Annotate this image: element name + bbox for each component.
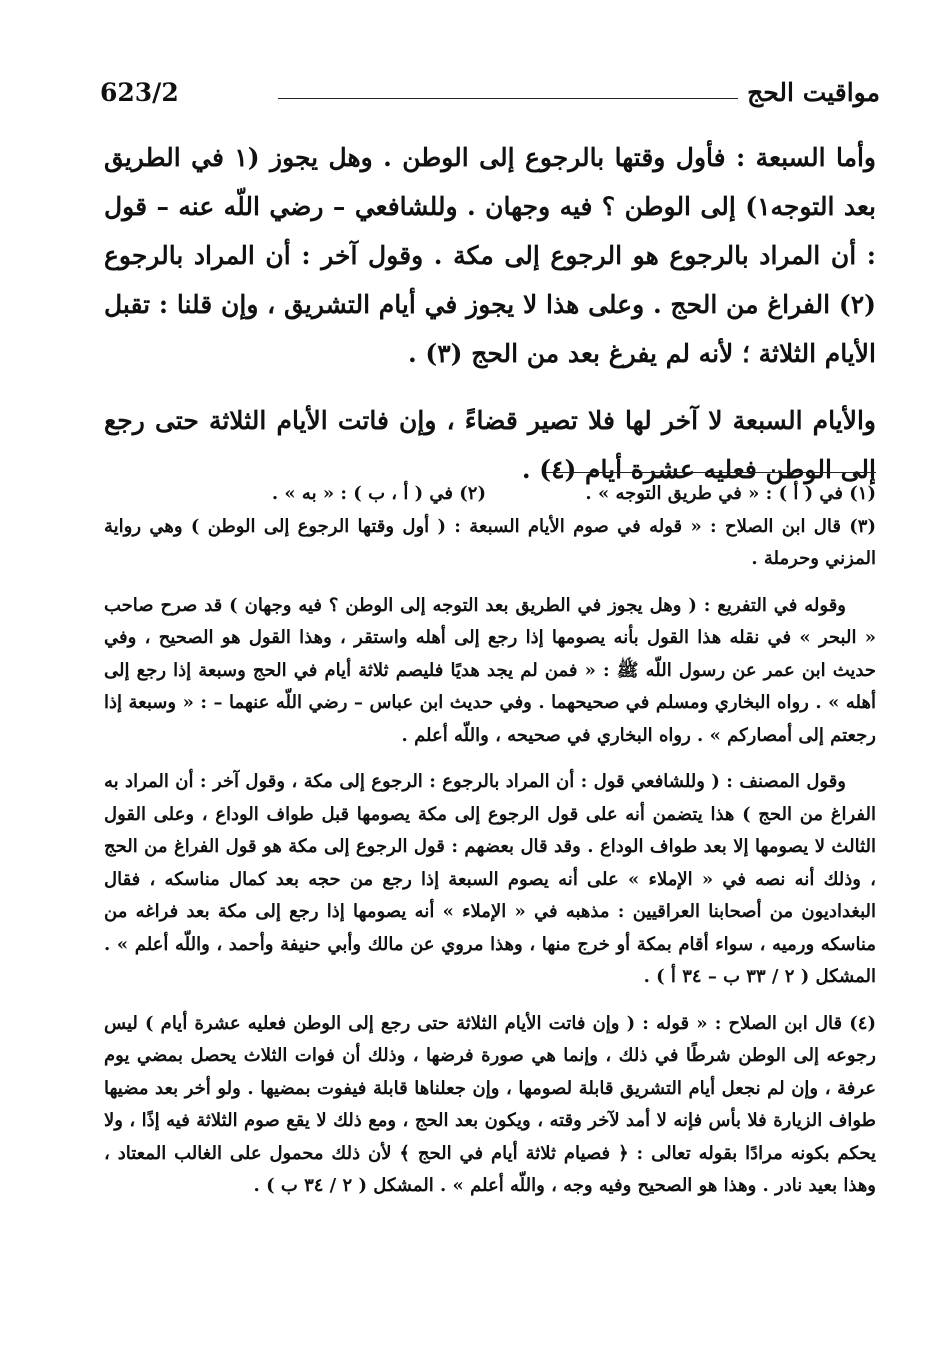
footnote-row [104,478,876,511]
main-text [104,133,876,494]
footnote-4: (٤) قال ابن الصلاح : « قوله : ( وإن فاتت الأيام الثلاثة حتى رجع إلى الوطن فعليه عشرة أيام ) ليس رجوعه إلى الوطن شرطًا في ذلك ، وإنما هي صورة فرضها ، وذلك أن فوات الثلاث يحصل بمضي يوم عرفة ، وإن لم نجعل أيام التشريق قابلة لصومها ، وإن جعلناها قابلة فيفوت بمضيها . ولو أخر بعد مضيها طواف الزيارة فلا بأس فإنه لا أمد لآخر وقته ، ويكون بعد الحج ، ومع ذلك لا يقع صوم الثلاثة فيه إذًا ، ولا يحكم بكونه مرادًا بقوله تعالى : ﴿ فصيام ثلاثة أيام في الحج ﴾ لأن ذلك محمول على الغالب المعتاد ، وهذا بعيد نادر . وهذا هو الصحيح وفيه وجه ، واللّه أعلم » . المشكل ( ٢ / ٣٤ ب ) . [104,1012,876,1196]
footnotes [104,478,876,1203]
header-rule [278,98,738,99]
footnote-2: (٢) في ( أ ، ب ) : « به » . [271,483,486,504]
footnote-3: (٣) قال ابن الصلاح : « قوله في صوم الأيام السبعة : ( أول وقتها الرجوع إلى الوطن ) وهي رواية المزني وحرملة . [104,515,876,569]
footnote-1: (١) في ( أ ) : « في طريق التوجه » . [585,483,876,504]
footnote-3-paragraph: وقوله في التفريع : ( وهل يجوز في الطريق بعد التوجه إلى الوطن ؟ فيه وجهان ) قد صرح صاحب « البحر » في نقله هذا القول بأنه يصومها إذا رجع إلى أهله واستقر ، وهذا القول هو الصحيح ، وفي حديث ابن عمر عن رسول اللّه ﷺ : « فمن لم يجد هديًا فليصم ثلاثة أيام في الحج وسبعة إذا رجع إلى أهله » . رواه البخاري ومسلم في صحيحهما . وفي حديث ابن عباس – رضي اللّه عنهما – : « وسبعة إذا رجعتم إلى أمصاركم » . رواه البخاري في صحيحه ، واللّه أعلم . [104,594,876,746]
footnote-separator [546,472,876,473]
chapter-title: مواقيت الحج [747,78,880,107]
page-number: 623/2 [100,78,179,107]
running-header [100,74,880,114]
main-paragraph: وأما السبعة : فأول وقتها بالرجوع إلى الوطن . وهل يجوز (١ في الطريق بعد التوجه١) إلى الوطن ؟ فيه وجهان . وللشافعي – رضي اللّه عنه – قول : أن المراد بالرجوع هو الرجوع إلى مكة . وقول آخر : أن المراد بالرجوع (٢) الفراغ من الحج . وعلى هذا لا يجوز في أيام التشريق ، وإن قلنا : تقبل الأيام الثلاثة ؛ لأنه لم يفرغ بعد من الحج (٣) . [104,143,877,368]
main-paragraph: والأيام السبعة لا آخر لها فلا تصير قضاءً ، وإن فاتت الأيام الثلاثة حتى رجع إلى الوطن فعليه عشرة أيام (٤) . [104,406,876,484]
footnote-3-paragraph: وقول المصنف : ( وللشافعي قول : أن المراد بالرجوع : الرجوع إلى مكة ، وقول آخر : أن المراد به الفراغ من الحج ) هذا يتضمن أنه على قول الرجوع إلى مكة يصومها قبل طواف الوداع ، وعلى القول الثالث لا يصومها إلا بعد طواف الوداع . وقد قال بعضهم : قول الرجوع إلى مكة هو قول الفراغ من الحج ، وذلك أنه نصه في « الإملاء » على أنه يصوم السبعة إذا رجع من حجه بعد كمال مناسكه ، فقال البغداديون من أصحابنا العراقيين : مذهبه في « الإملاء » أنه يصومها إذا رجع إلى مكة بعد فراغه من مناسكه ورميه ، سواء أقام بمكة أو خرج منها ، وهذا مروي عن مالك وأبي حنيفة وأحمد ، واللّه أعلم » . المشكل ( ٢ / ٣٣ ب – ٣٤ أ ) . [104,771,876,987]
